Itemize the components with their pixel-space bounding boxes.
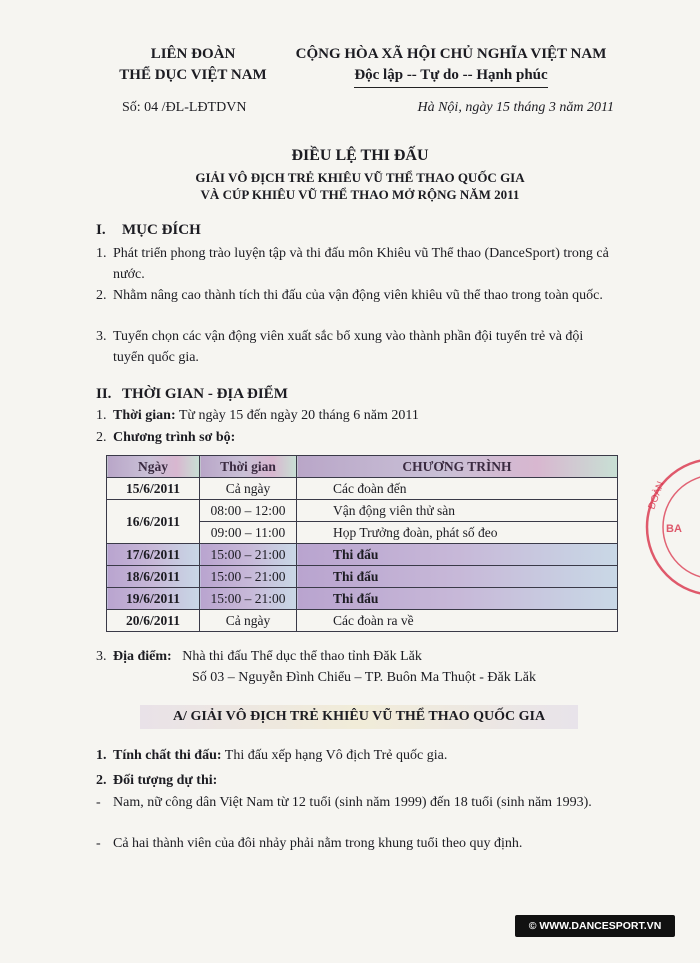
item-number: 2. xyxy=(96,288,107,303)
part-a-heading: A/ GIẢI VÔ ĐỊCH TRẺ KHIÊU VŨ THỂ THAO QUỐC GIA xyxy=(140,705,578,729)
bullet-dash: - xyxy=(96,795,101,810)
table-row xyxy=(107,588,618,610)
purpose-item xyxy=(96,285,616,306)
nature-item xyxy=(96,745,616,766)
row-time: 15:00 – 21:00 xyxy=(200,588,297,610)
header-time: Thời gian xyxy=(200,456,297,478)
item-number: 3. xyxy=(96,649,107,664)
row-time: 09:00 – 11:00 xyxy=(200,522,297,544)
table-row xyxy=(107,610,618,632)
item-text: Nhằm nâng cao thành tích thi đấu của vận động viên khiêu vũ thể thao trong toàn quốc. xyxy=(113,288,603,303)
program-item xyxy=(96,427,616,448)
table-header-row xyxy=(107,456,618,478)
item-number: 2. xyxy=(96,773,107,788)
item-text: Tuyển chọn các vận động viên xuất sắc bổ xung vào thành phần đội tuyển trẻ và đội tuyển quốc gia. xyxy=(113,329,584,365)
row-date: 18/6/2011 xyxy=(107,566,200,588)
svg-text:BA: BA xyxy=(666,523,682,535)
place-line-1: Nhà thi đấu Thể dục thể thao tỉnh Đăk Lăk xyxy=(182,649,422,664)
row-program: Họp Trưởng đoàn, phát số đeo xyxy=(297,522,618,544)
site-watermark: © WWW.DANCESPORT.VN xyxy=(515,915,675,937)
time-value: Từ ngày 15 đến ngày 20 tháng 6 năm 2011 xyxy=(178,408,419,423)
subtitle-line-2: VÀ CÚP KHIÊU VŨ THỂ THAO MỞ RỘNG NĂM 2011 xyxy=(200,187,520,202)
nature-label: Tính chất thi đấu: xyxy=(113,748,222,763)
item-number: 1. xyxy=(96,246,107,261)
section-number: I. xyxy=(96,222,106,238)
time-item xyxy=(96,405,616,426)
item-number: 2. xyxy=(96,430,107,445)
header-program: CHƯƠNG TRÌNH xyxy=(297,456,618,478)
bullet-dash: - xyxy=(96,836,101,851)
item-text: Phát triển phong trào luyện tập và thi đấu môn Khiêu vũ Thể thao (DanceSport) trong cả nước. xyxy=(113,246,609,282)
item-number: 1. xyxy=(96,748,107,763)
row-time: 15:00 – 21:00 xyxy=(200,544,297,566)
row-program: Các đoàn đến xyxy=(297,478,618,500)
row-program: Thi đấu xyxy=(297,544,618,566)
national-motto: Độc lập -- Tự do -- Hạnh phúc xyxy=(354,65,547,88)
row-date: 17/6/2011 xyxy=(107,544,200,566)
item-number: 3. xyxy=(96,329,107,344)
document-title: ĐIỀU LỆ THI ĐẤU xyxy=(291,147,429,164)
eligibility-label: Đối tượng dự thi: xyxy=(113,773,218,788)
row-time: Cả ngày xyxy=(200,478,297,500)
list-item xyxy=(96,833,616,854)
svg-text:ĐOÀN: ĐOÀN xyxy=(646,480,667,512)
row-program: Các đoàn ra về xyxy=(297,610,618,632)
table-row xyxy=(107,566,618,588)
purpose-item xyxy=(96,326,616,368)
document-number: Số: 04 /ĐL-LĐTDVN xyxy=(122,100,247,115)
nature-value: Thi đấu xếp hạng Vô địch Trẻ quốc gia. xyxy=(224,748,448,763)
row-date: 16/6/2011 xyxy=(107,500,200,544)
document-date: Hà Nội, ngày 15 tháng 3 năm 2011 xyxy=(417,100,614,115)
section-number: II. xyxy=(96,386,112,402)
time-label: Thời gian: xyxy=(113,408,176,423)
bullet-text: Cả hai thành viên của đôi nhảy phải nằm trong khung tuổi theo quy định. xyxy=(113,836,523,851)
row-program: Thi đấu xyxy=(297,588,618,610)
row-program: Vận động viên thử sàn xyxy=(297,500,618,522)
bullet-text: Nam, nữ công dân Việt Nam từ 12 tuổi (sinh năm 1999) đến 18 tuổi (sinh năm 1993). xyxy=(113,795,592,810)
row-date: 19/6/2011 xyxy=(107,588,200,610)
place-label: Địa điểm: xyxy=(113,649,172,664)
org-line-1: LIÊN ĐOÀN xyxy=(150,46,236,62)
subtitle-line-1: GIẢI VÔ ĐỊCH TRẺ KHIÊU VŨ THỂ THAO QUỐC GIA xyxy=(195,170,525,185)
list-item xyxy=(96,792,616,813)
purpose-item xyxy=(96,243,616,285)
section-title: MỤC ĐÍCH xyxy=(122,222,201,238)
place-item xyxy=(96,646,616,667)
item-number: 1. xyxy=(96,408,107,423)
section-1-heading xyxy=(96,222,201,239)
issuing-organization xyxy=(108,44,278,86)
section-2-heading xyxy=(96,386,288,403)
schedule-table xyxy=(106,455,618,632)
table-row xyxy=(107,478,618,500)
table-row xyxy=(107,500,618,522)
country-name: CỘNG HÒA XÃ HỘI CHỦ NGHĨA VIỆT NAM xyxy=(295,46,607,62)
row-time: Cả ngày xyxy=(200,610,297,632)
row-date: 20/6/2011 xyxy=(107,610,200,632)
national-header xyxy=(286,44,616,88)
place-address: Số 03 – Nguyễn Đình Chiểu – TP. Buôn Ma Thuột - Đăk Lăk xyxy=(192,670,537,685)
row-time: 08:00 – 12:00 xyxy=(200,500,297,522)
header-date: Ngày xyxy=(107,456,200,478)
row-program: Thi đấu xyxy=(297,566,618,588)
row-date: 15/6/2011 xyxy=(107,478,200,500)
row-time: 15:00 – 21:00 xyxy=(200,566,297,588)
table-row xyxy=(107,544,618,566)
eligibility-item xyxy=(96,770,616,791)
program-label: Chương trình sơ bộ: xyxy=(113,430,236,445)
org-line-2: THỂ DỤC VIỆT NAM xyxy=(119,67,267,83)
section-title: THỜI GIAN - ĐỊA ĐIỂM xyxy=(122,386,288,402)
official-stamp-icon xyxy=(640,452,700,602)
